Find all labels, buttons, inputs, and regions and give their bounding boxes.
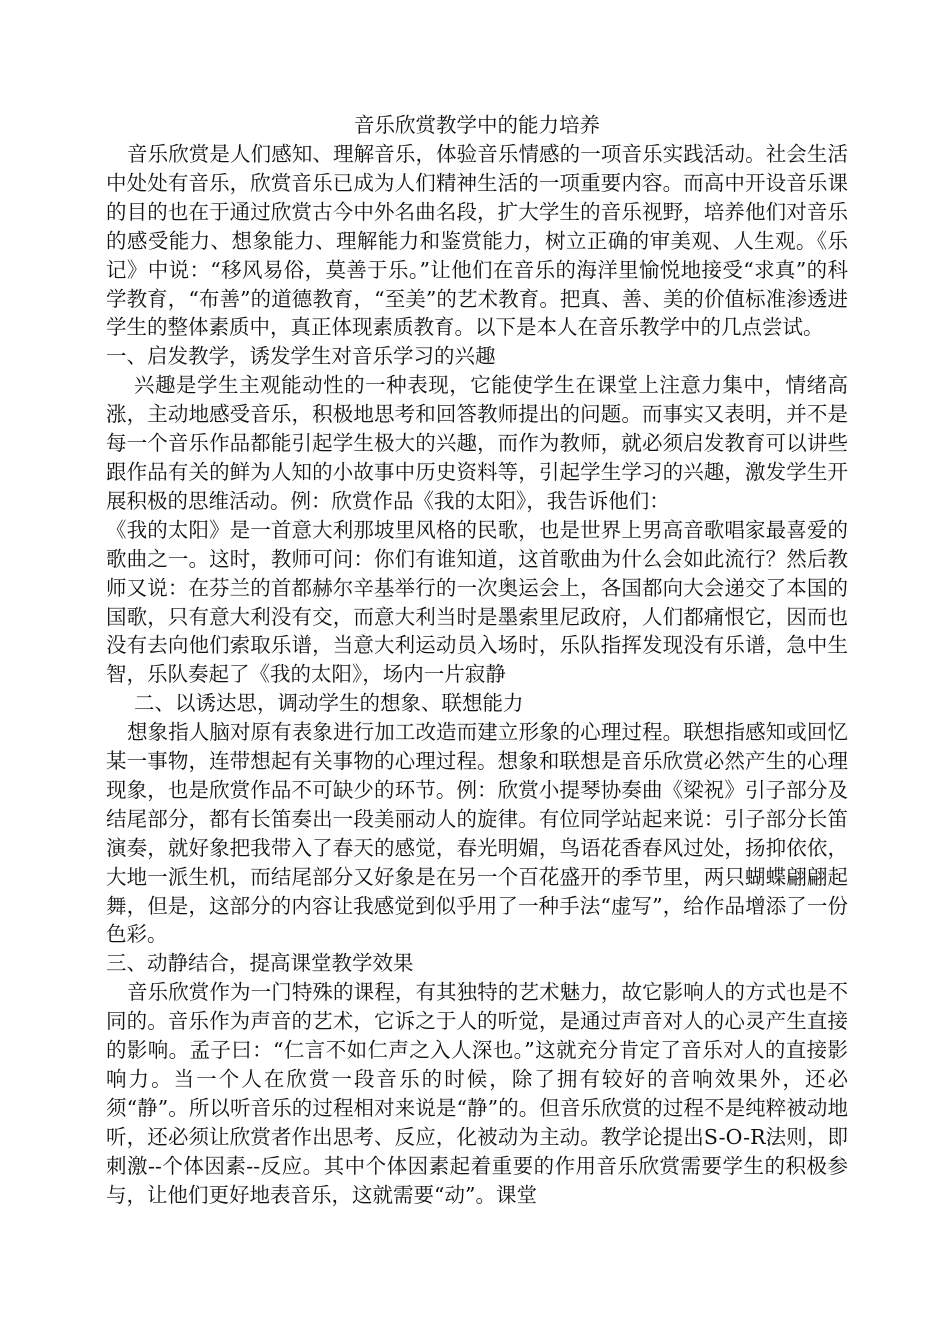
- section-2-paragraph: 想象指人脑对原有表象进行加工改造而建立形象的心理过程。联想指感知或回忆某一事物，连带想起有关事物的心理过程。想象和联想是音乐欣赏必然产生的心理现象，也是欣赏作品不可缺少的环节。例：欣赏小提琴协奏曲《梁祝》引子部分及结尾部分，都有长笛奏出一段美丽动人的旋律。有位同学站起来说：引子部分长笛演奏，就好象把我带入了春天的感觉，春光明媚，鸟语花香春风过处，扬抑依依，大地一派生机，而结尾部分又好象是在另一个百花盛开的季节里，两只蝴蝶翩翩起舞，但是，这部分的内容让我感觉到似乎用了一种手法“虚写”，给作品增添了一份色彩。: [106, 720, 848, 947]
- document-title: 音乐欣赏教学中的能力培养: [354, 113, 600, 137]
- section-3-paragraph: 音乐欣赏作为一门特殊的课程，有其独特的艺术魅力，故它影响人的方式也是不同的。音乐作为声音的艺术，它诉之于人的听觉，是通过声音对人的心灵产生直接的影响。孟子曰：“仁言不如仁声之入人深也。”这就充分肯定了音乐对人的直接影响力。当一个人在欣赏一段音乐的时候，除了拥有较好的音响效果外，还必须“静”。所以听音乐的过程相对来说是“静”的。但音乐欣赏的过程不是纯粹被动地听，还必须让欣赏者作出思考、反应，化被动为主动。教学论提出S-O-R法则，即刺激--个体因素--反应。其中个体因素起着重要的作用音乐欣赏需要学生的积极参与，让他们更好地表音乐，这就需要“动”。课堂: [106, 980, 848, 1207]
- section-1-paragraph: 兴趣是学生主观能动性的一种表现，它能使学生在课堂上注意力集中，情绪高涨，主动地感受音乐，积极地思考和回答教师提出的问题。而事实又表明，并不是每一个音乐作品都能引起学生极大的兴趣，而作为教师，就必须启发教育可以讲些跟作品有关的鲜为人知的小故事中历史资料等，引起学生学习的兴趣，激发学生开展积极的思维活动。例：欣赏作品《我的太阳》，我告诉他们：: [106, 373, 848, 513]
- section-2-heading: 二、以诱达思，调动学生的想象、联想能力: [134, 691, 524, 716]
- section-1-heading: 一、启发教学，诱发学生对音乐学习的兴趣: [106, 344, 496, 369]
- section-1-paragraph-2: 《我的太阳》是一首意大利那坡里风格的民歌，也是世界上男高音歌唱家最喜爱的歌曲之一。这时，教师可问：你们有谁知道，这首歌曲为什么会如此流行？然后教师又说：在芬兰的首都赫尔辛基举行的一次奥运会上，各国都向大会递交了本国的国歌，只有意大利没有交，而意大利当时是墨索里尼政府，人们都痛恨它，因而也没有去向他们索取乐谱，当意大利运动员入场时，乐队指挥发现没有乐谱，急中生智，乐队奏起了《我的太阳》，场内一片寂静: [106, 517, 848, 687]
- intro-paragraph: 音乐欣赏是人们感知、理解音乐，体验音乐情感的一项音乐实践活动。社会生活中处处有音乐，欣赏音乐已成为人们精神生活的一项重要内容。而高中开设音乐课的目的也在于通过欣赏古今中外名曲名段，扩大学生的音乐视野，培养他们对音乐的感受能力、想象能力、理解能力和鉴赏能力，树立正确的审美观、人生观。《乐记》中说：“移风易俗，莫善于乐。”让他们在音乐的海洋里愉悦地接受“求真”的科学教育，“布善”的道德教育，“至美”的艺术教育。把真、善、美的价值标准渗透进学生的整体素质中，真正体现素质教育。以下是本人在音乐教学中的几点尝试。: [106, 142, 848, 340]
- document-page: [106, 114, 848, 1210]
- section-3-heading: 三、动静结合，提高课堂教学效果: [106, 951, 414, 976]
